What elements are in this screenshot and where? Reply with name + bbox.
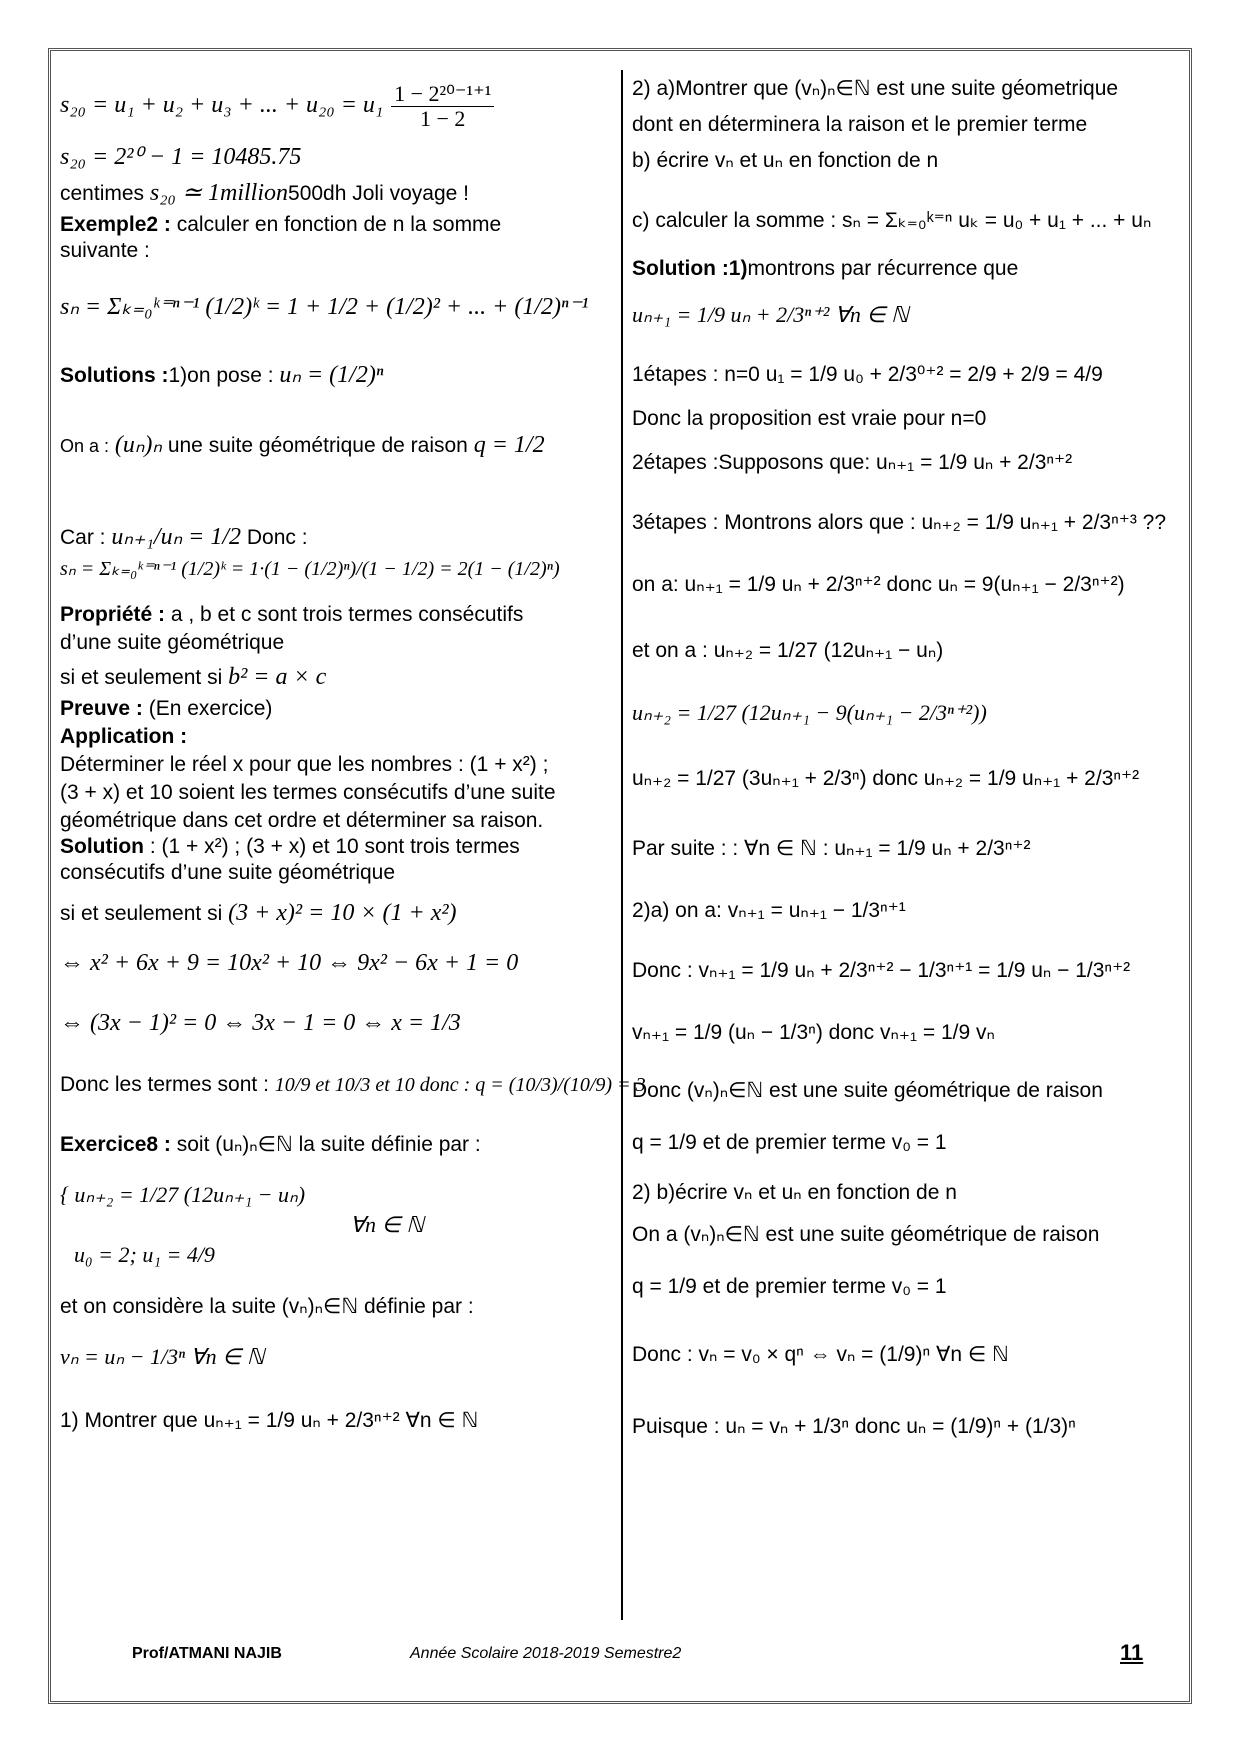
v-geometric-line2: On a (vₙ)ₙ∈ℕ est une suite géométrique de raison [632,1223,1100,1246]
preuve-line: Preuve : (En exercice) [60,697,273,720]
application-title: Application : [60,725,188,748]
u-n2-expansion: uₙ₊₂ = 1/27 (12uₙ₊₁ − 9(uₙ₊₁ − 2/3ⁿ⁺²)) [632,700,987,725]
v-n1-expansion: Donc : vₙ₊₁ = 1/9 uₙ + 2/3ⁿ⁺² − 1/3ⁿ⁺¹ = 1/9 uₙ − 1/3ⁿ⁺² [632,959,1131,982]
exercise8-consider: et on considère la suite (vₙ)ₙ∈ℕ définie par : [60,1295,474,1318]
u-n-formula: Puisque : uₙ = vₙ + 1/3ⁿ donc uₙ = (1/9)ⁿ + (1/3)ⁿ [632,1415,1076,1438]
par-suite-line: Par suite : : ∀n ∈ ℕ : uₙ₊₁ = 1/9 uₙ + 2/3ⁿ⁺² [632,837,1031,860]
car-line: Car : uₙ₊₁/uₙ = 1/2 Donc : [60,524,308,550]
q2a-line: 2) a)Montrer que (vₙ)ₙ∈ℕ est une suite géometrique [632,77,1119,100]
s20-value: s₂₀ = 2²⁰ − 1 = 10485.75 [60,144,302,170]
exercise8-q1: 1) Montrer que uₙ₊₁ = 1/9 uₙ + 2/3ⁿ⁺² ∀n ∈ ℕ [60,1409,479,1432]
footer-author: Prof/ATMANI NAJIB [132,1645,282,1662]
footer-year: Année Scolaire 2018-2019 Semestre2 [410,1645,682,1662]
v-n-formula: Donc : vₙ = v₀ × qⁿ ⇔ vₙ = (1/9)ⁿ ∀n ∈ ℕ [632,1343,1009,1366]
q2b-line: b) écrire vₙ et uₙ en fonction de n [632,149,939,172]
ona-u-line: on a: uₙ₊₁ = 1/9 uₙ + 2/3ⁿ⁺² donc uₙ = 9(uₙ₊₁ − 2/3ⁿ⁺²) [632,573,1125,596]
q2a-solution-line: 2)a) on a: vₙ₊₁ = uₙ₊₁ − 1/3ⁿ⁺¹ [632,899,906,922]
car-formula: sₙ = Σₖ₌₀ᵏ⁼ⁿ⁻¹ (1/2)ᵏ = 1·(1 − (1/2)ⁿ)/(1 − 1/2) = 2(1 − (1/2)ⁿ) [60,558,560,580]
application-line1: Déterminer le réel x pour que les nombres : (1 + x²) ; [60,753,549,776]
voyage-line: centimes s₂₀ ≃ 1million500dh Joli voyage ! [60,180,469,206]
ona-line: On a : (uₙ)ₙ une suite géométrique de raison q = 1/2 [60,432,545,458]
example2-line2: suivante : [60,239,150,262]
step1-conclusion: Donc la proposition est vraie pour n=0 [632,407,987,430]
exercise8-system1: { uₙ₊₂ = 1/27 (12uₙ₊₁ − uₙ) [60,1182,306,1207]
v-ratio-line2: q = 1/9 et de premier terme v₀ = 1 [632,1275,947,1298]
solution2-line: Solution : (1 + x²) ; (3 + x) et 10 sont trois termes [60,835,520,858]
example2-line: Exemple2 : calculer en fonction de n la somme [60,213,502,236]
q2a-line2: dont en déterminera la raison et le premier terme [632,113,1088,136]
solution1-line: Solution :1)montrons par récurrence que [632,257,1019,280]
property-line: Propriété : a , b et c sont trois termes consécutifs [60,603,524,626]
example2-formula: sₙ = Σₖ₌₀ᵏ⁼ⁿ⁻¹ (1/2)ᵏ = 1 + 1/2 + (1/2)² + ... + (1/2)ⁿ⁻¹ [60,294,589,320]
property-line2: d’une suite géométrique [60,631,285,654]
solution2-line3: si et seulement si (3 + x)² = 10 × (1 + x²) [60,900,457,926]
step2-line: 2étapes :Supposons que: uₙ₊₁ = 1/9 uₙ + 2/3ⁿ⁺² [632,451,1073,474]
sum-s20-line: s₂₀ = u₁ + u₂ + u₃ + ... + u₂₀ = u₁ $\frac{\text{1 − 2²⁰⁻¹⁺¹}}{1 - 2}$ [60,82,496,131]
exercise8-system2: u₀ = 2; u₁ = 4/9 [74,1242,215,1267]
recurrence-formula: uₙ₊₁ = 1/9 uₙ + 2/3ⁿ⁺² ∀n ∈ ℕ [632,302,909,327]
fraction: $\frac{\text{1 − 2²⁰⁻¹⁺¹}}{1 - 2}$ [391,82,494,131]
exercise8-forall: ∀n ∈ ℕ [350,1212,424,1237]
step3-line: 3étapes : Montrons alors que : uₙ₊₂ = 1/9 uₙ₊₁ + 2/3ⁿ⁺³ ?? [632,511,1167,534]
step1-line: 1étapes : n=0 u₁ = 1/9 u₀ + 2/3⁰⁺² = 2/9 + 2/9 = 4/9 [632,363,1103,386]
column-divider [621,70,623,1620]
exercise8-line: Exercice8 : soit (uₙ)ₙ∈ℕ la suite définie par : [60,1133,481,1156]
application-line3: géométrique dans cet ordre et déterminer sa raison. [60,809,544,832]
v-n1-conclusion: vₙ₊₁ = 1/9 (uₙ − 1/3ⁿ) donc vₙ₊₁ = 1/9 vₙ [632,1021,995,1044]
solution2-formula2: ⇔ x² + 6x + 9 = 10x² + 10 ⇔ 9x² − 6x + 1 = 0 [60,950,519,976]
application-line2: (3 + x) et 10 soient les termes consécutifs d’une suite [60,781,556,804]
terms-line: Donc les termes sont : 10/9 et 10/3 et 10 donc : q = (10/3)/(10/9) = 3 [60,1073,646,1096]
page-number: 11 [1120,1640,1144,1665]
u-n2-simplified: uₙ₊₂ = 1/27 (3uₙ₊₁ + 2/3ⁿ) donc uₙ₊₂ = 1/9 uₙ₊₁ + 2/3ⁿ⁺² [632,767,1140,790]
v-geometric-line: Donc (vₙ)ₙ∈ℕ est une suite géométrique de raison [632,1079,1103,1102]
solution2-line2: consécutifs d’une suite géométrique [60,861,396,884]
v-ratio-line: q = 1/9 et de premier terme v₀ = 1 [632,1131,947,1154]
solution2-formula3: ⇔ (3x − 1)² = 0 ⇔ 3x − 1 = 0 ⇔ x = 1/3 [60,1010,461,1036]
solutions-line: Solutions :1)on pose : uₙ = (1/2)ⁿ [60,362,384,388]
exercise8-v-def: vₙ = uₙ − 1/3ⁿ ∀n ∈ ℕ [60,1344,265,1369]
etona-line: et on a : uₙ₊₂ = 1/27 (12uₙ₊₁ − uₙ) [632,639,944,662]
q2c-line: c) calculer la somme : sₙ = Σₖ₌₀ᵏ⁼ⁿ uₖ = u₀ + u₁ + ... + uₙ [632,209,1152,232]
property-line3: si et seulement si b² = a × c [60,664,327,690]
q2b-solution-title: 2) b)écrire vₙ et uₙ en fonction de n [632,1181,957,1204]
